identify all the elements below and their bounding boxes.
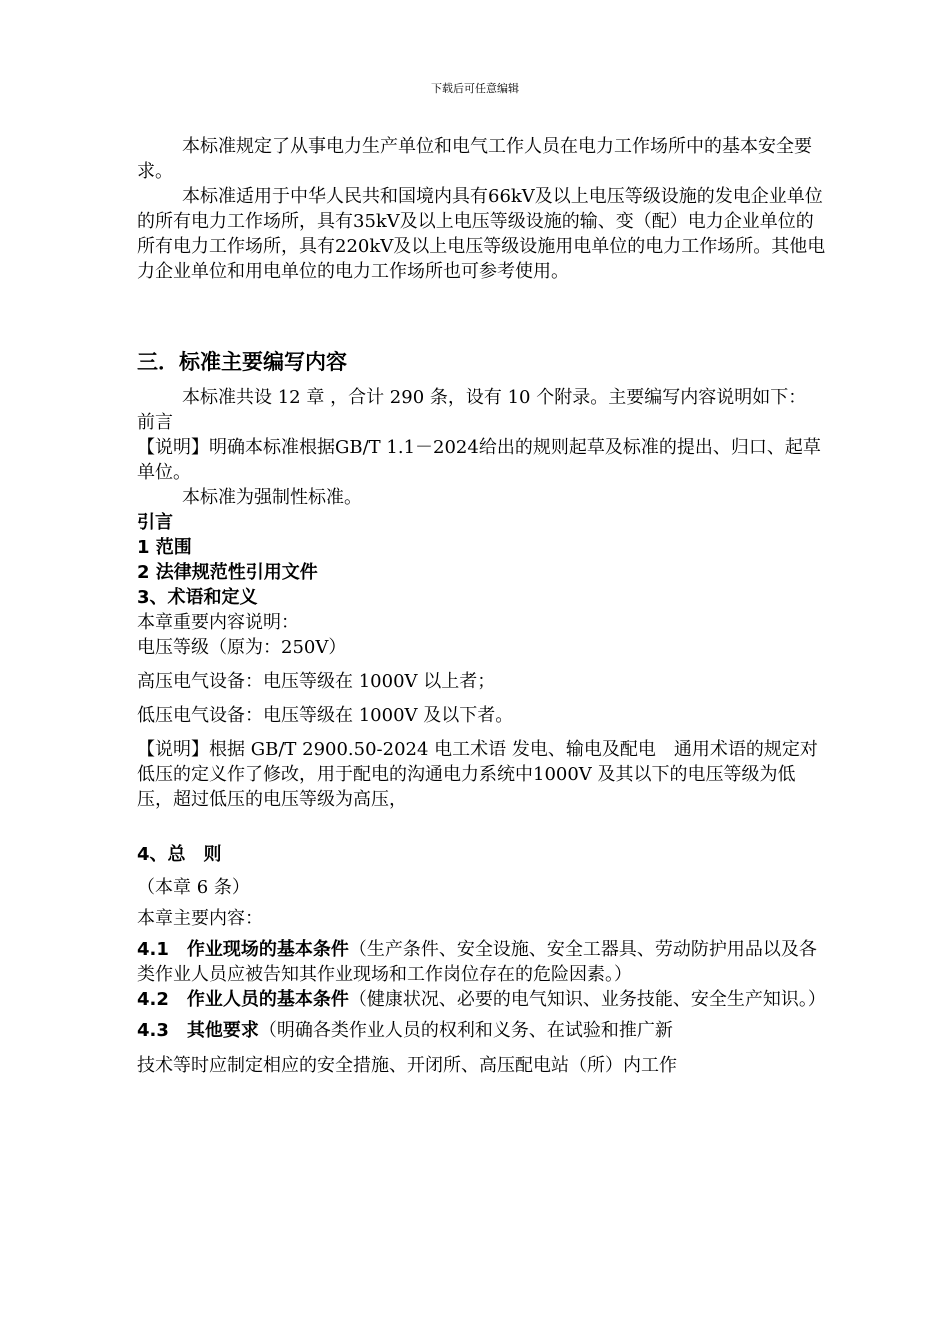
item-4-3-continued: 技术等时应制定相应的安全措施、开闭所、高压配电站（所）内工作 bbox=[137, 1055, 677, 1076]
intro-paragraph-2: 本标准适用于中华人民共和国境内具有66kV及以上电压等级设施的发电企业单位的所有电力工作场所，具有35kV及以上电压等级设施的输、变（配）电力企业单位的所有电力工作场所，具有220kV及以上电压等级设施用电单位的电力工作场所。其他电力企业单位和用电单位的电力工作场所也可参考使用。 bbox=[137, 186, 826, 282]
item-4-2-number: 4.2 bbox=[137, 989, 187, 1010]
document-body bbox=[137, 134, 827, 1078]
section-3-summary: 本标准共设 12 章 ，合计 290 条，设有 10 个附录。主要编写内容说明如下： bbox=[182, 387, 807, 408]
chapter-4-count: （本章 6 条） bbox=[137, 877, 250, 898]
item-4-1-text: （生产条件、安全设施、安全工器具、劳动防护用品以及各类作业人员应被告知其作业现场和工作岗位存在的危险因素。） bbox=[137, 939, 817, 985]
item-4-3-title: 其他要求 bbox=[186, 1020, 259, 1041]
page-header: 下载后可任意编辑 bbox=[431, 82, 519, 95]
mandatory-statement: 本标准为强制性标准。 bbox=[182, 487, 362, 508]
low-voltage-def: 低压电气设备：电压等级在 1000V 及以下者。 bbox=[137, 705, 514, 726]
item-4-2-text: （健康状况、必要的电气知识、业务技能、安全生产知识。） bbox=[348, 989, 826, 1010]
item-4-2 bbox=[137, 987, 827, 1012]
item-4-3-number: 4.3 bbox=[137, 1020, 187, 1041]
chapter-3-heading: 3、术语和定义 bbox=[137, 587, 258, 608]
chapter-4-heading: 4、总 则 bbox=[137, 844, 222, 865]
chapter-1-heading: 1 范围 bbox=[137, 537, 192, 558]
high-voltage-def: 高压电气设备：电压等级在 1000V 以上者； bbox=[137, 671, 496, 692]
chapter-3-desc: 本章重要内容说明： bbox=[137, 612, 299, 633]
intro-heading: 引言 bbox=[137, 512, 173, 533]
item-4-3-text: （明确各类作业人员的权利和义务、在试验和推广新 bbox=[258, 1020, 673, 1041]
item-4-1 bbox=[137, 937, 827, 987]
item-4-1-title: 作业现场的基本条件 bbox=[186, 939, 349, 960]
foreword-note: 【说明】明确本标准根据GB/T 1.1－2024给出的规则起草及标准的提出、归口、起草单位。 bbox=[137, 437, 821, 483]
foreword-label: 前言 bbox=[137, 412, 173, 433]
item-4-2-title: 作业人员的基本条件 bbox=[186, 989, 349, 1010]
item-4-3 bbox=[137, 1018, 827, 1043]
section-3-heading: 三．标准主要编写内容 bbox=[137, 350, 347, 374]
voltage-level: 电压等级（原为：250V） bbox=[137, 637, 347, 658]
item-4-1-number: 4.1 bbox=[137, 939, 187, 960]
chapter-4-main: 本章主要内容： bbox=[137, 908, 263, 929]
chapter-3-note: 【说明】根据 GB/T 2900.50-2024 电工术语 发电、输电及配电 通用术语的规定对低压的定义作了修改，用于配电的沟通电力系统中1000V 及其以下的电压等级为低压，超过低压的电压等级为高压， bbox=[137, 739, 818, 810]
intro-paragraph-1: 本标准规定了从事电力生产单位和电气工作人员在电力工作场所中的基本安全要求。 bbox=[137, 136, 812, 182]
chapter-2-heading: 2 法律规范性引用文件 bbox=[137, 562, 318, 583]
